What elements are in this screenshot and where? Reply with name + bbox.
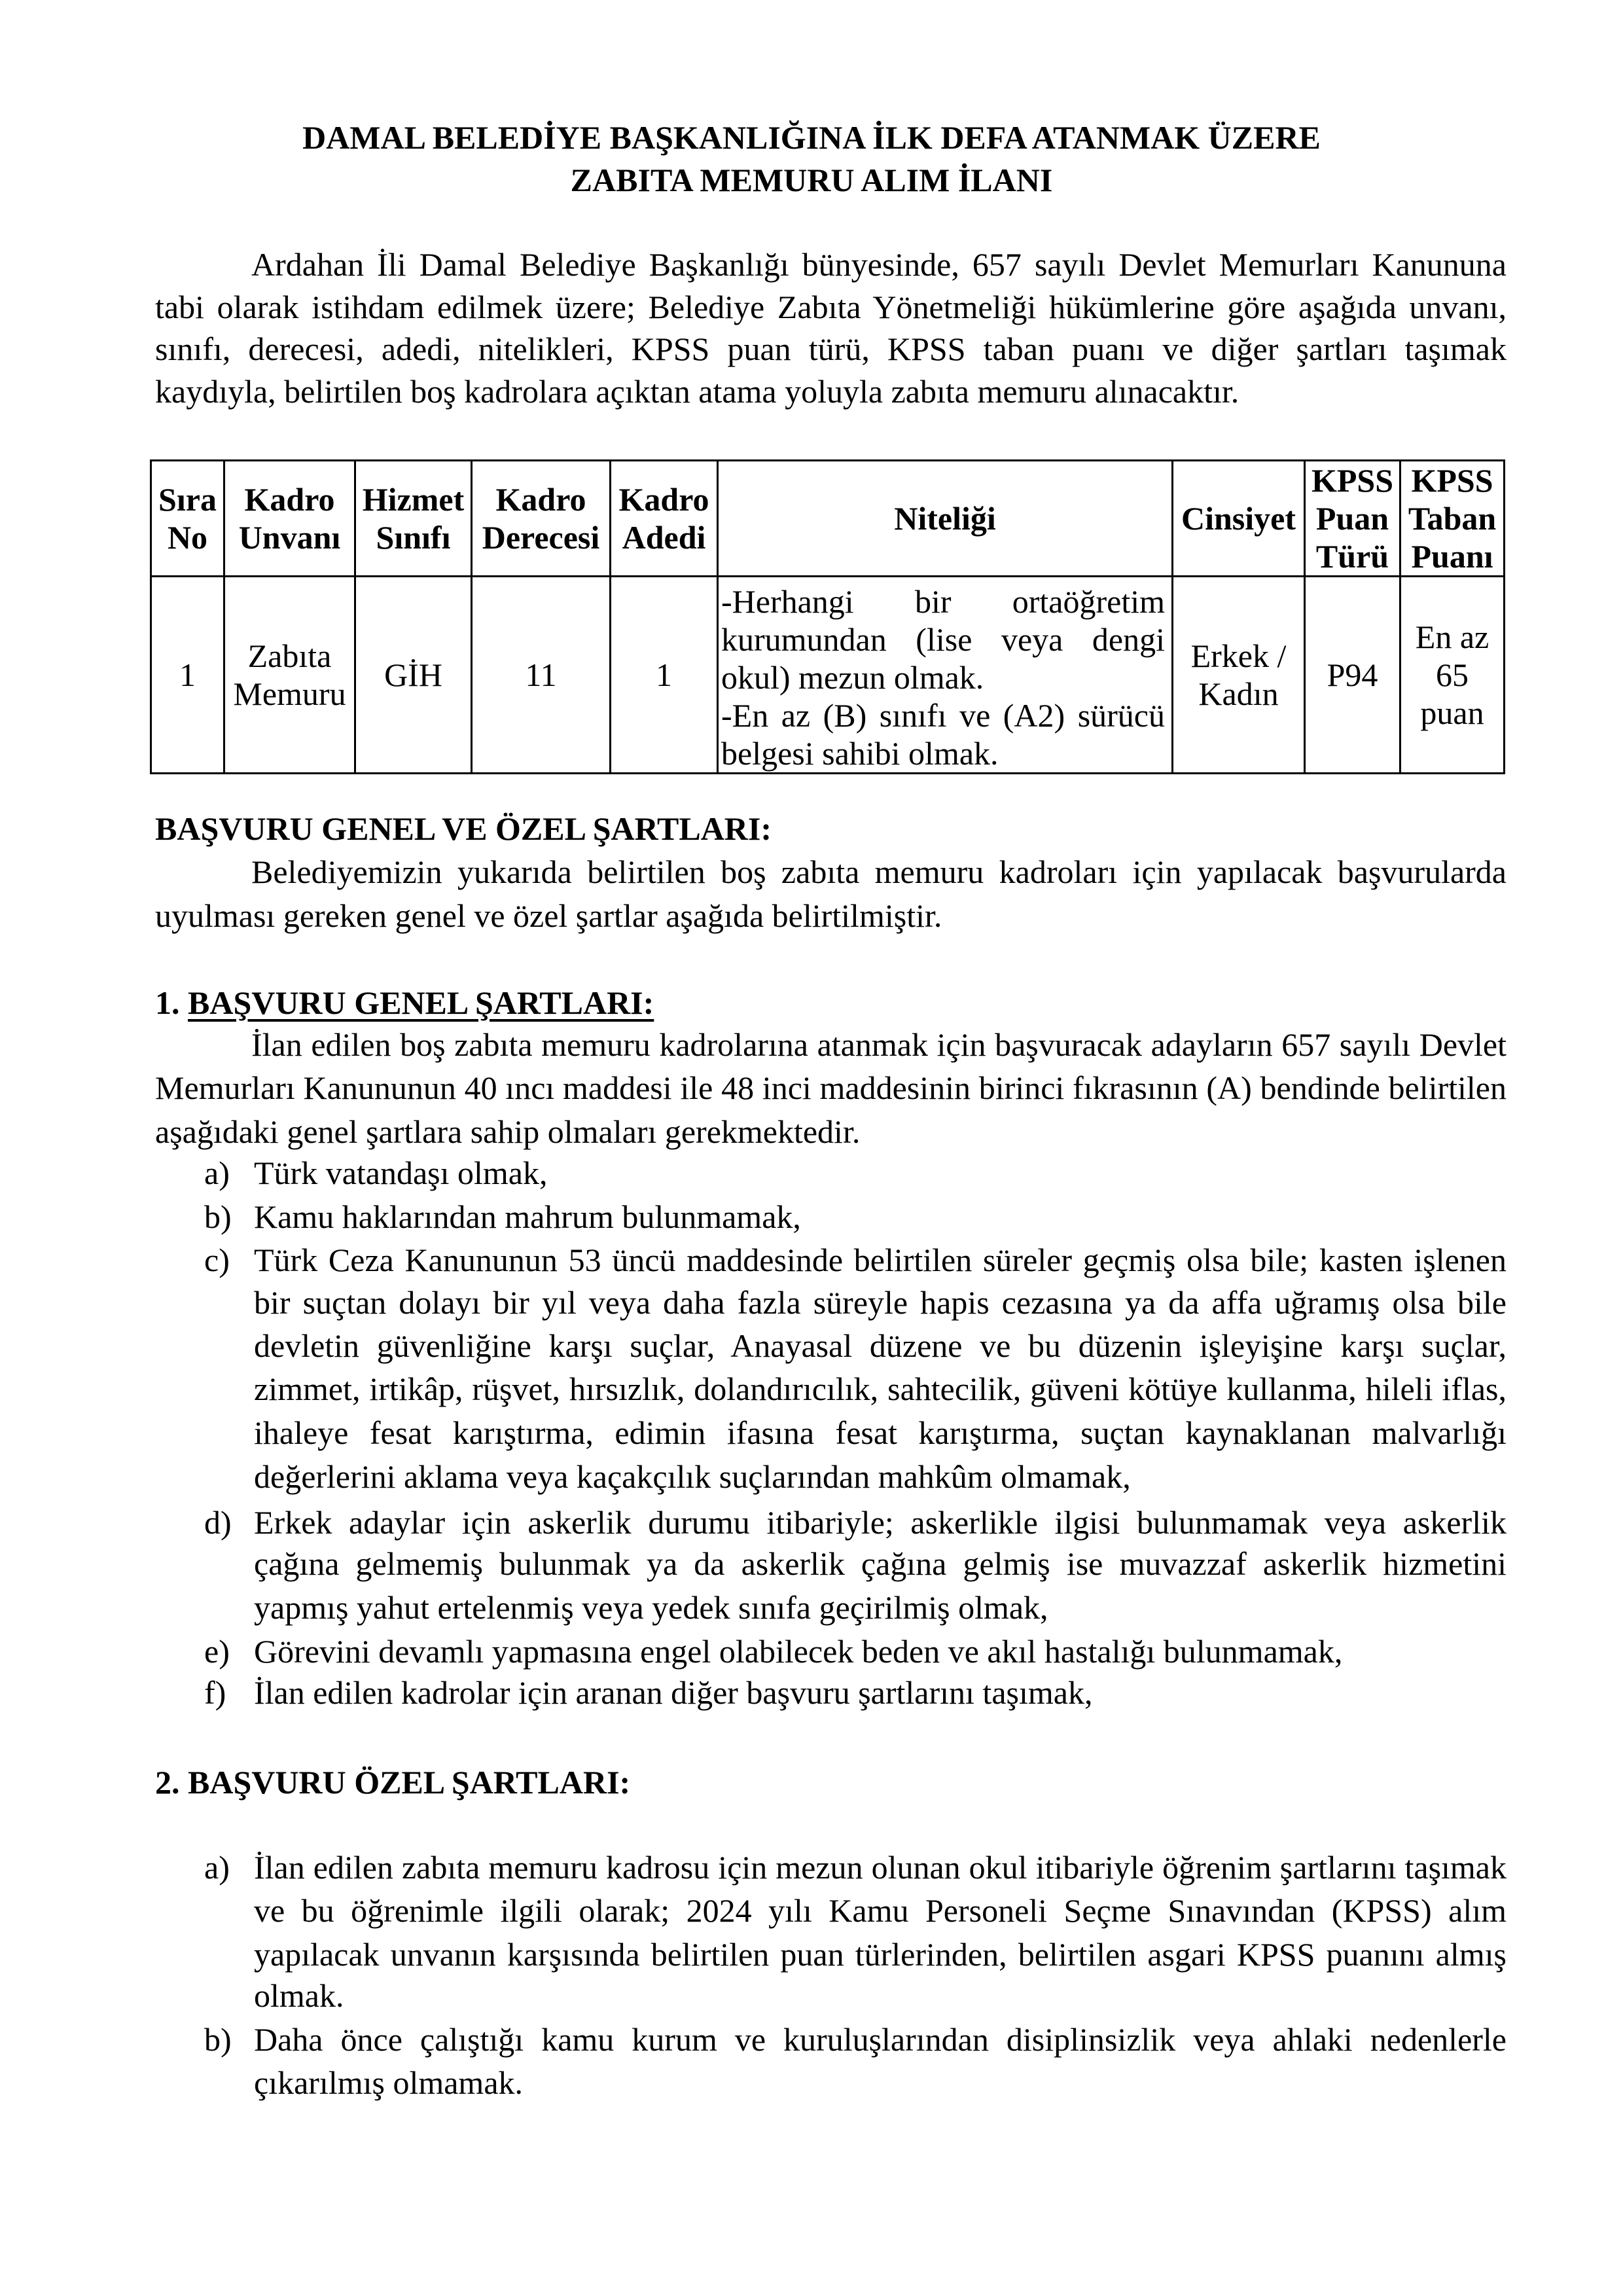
header-kpss-taban-puani: KPSS Taban Puanı [1400,461,1505,577]
general-section-heading: BAŞVURU GENEL VE ÖZEL ŞARTLARI: [155,810,772,847]
list-label: a) [204,1849,230,1886]
list-item-line: bir suçtan dolayı bir yıl veya daha fazla süreyle hapis cezasına ya da affa uğramış olsa bile [254,1284,1507,1321]
list-item: İlan edilen kadrolar için aranan diğer başvuru şartlarını taşımak, [254,1674,1093,1711]
header-sira-no: Sıra No [151,461,224,577]
list-item: Kamu haklarından mahrum bulunmamak, [254,1198,801,1235]
cell-kadro-unvani: Zabıta Memuru [224,577,355,774]
header-kpss-puan-turu: KPSS Puan Türü [1305,461,1400,577]
header-niteligi: Niteliği [718,461,1173,577]
header-kadro-adedi: Kadro Adedi [611,461,718,577]
list-item-line: devletin güvenliğine karşı suçlar, Anayasal düzene ve bu düzenin işleyişine karşı suçlar, [254,1327,1507,1364]
header-hizmet-sinifi: Hizmet Sınıfı [355,461,472,577]
intro-line: sınıfı, derecesi, adedi, nitelikleri, KPSS puan türü, KPSS taban puanı ve diğer şartları taşımak [155,331,1507,367]
list-item-line: Daha önce çalıştığı kamu kurum ve kuruluşlarından disiplinsizlik veya ahlaki nedenlerle [254,2021,1507,2058]
section1-title: BAŞVURU GENEL ŞARTLARI: [188,984,654,1021]
section1-intro-line: İlan edilen boş zabıta memuru kadrolarına atanmak için başvuracak adayların 657 sayılı Devlet [251,1026,1507,1063]
list-item-line: çağına gelmemiş bulunmak ya da askerlik çağına gelmiş ise muvazzaf askerlik hizmetini [254,1545,1507,1582]
cell-kadro-derecesi: 11 [472,577,611,774]
list-item-line: ve bu öğrenimle ilgili olarak; 2024 yılı Kamu Personeli Seçme Sınavından (KPSS) alım [254,1892,1507,1929]
general-section-line: uyulması gereken genel ve özel şartlar aşağıda belirtilmiştir. [155,897,942,934]
list-label: b) [204,2021,232,2058]
general-section-line: Belediyemizin yukarıda belirtilen boş zabıta memuru kadroları için yapılacak başvurularda [251,853,1507,890]
intro-line: tabi olarak istihdam edilmek üzere; Belediye Zabıta Yönetmeliği hükümlerine göre aşağıda unvanı, [155,289,1507,325]
list-item-line: çıkarılmış olmamak. [254,2064,524,2101]
list-item-line: zimmet, irtikâp, rüşvet, hırsızlık, dolandırıcılık, sahtecilik, güveni kötüye kullanma, hileli iflas, [254,1371,1507,1407]
header-kadro-unvani: Kadro Unvanı [224,461,355,577]
cell-kadro-adedi: 1 [611,577,718,774]
list-item-line: yapılacak unvanın karşısında belirtilen puan türlerinden, belirtilen asgari KPSS puanını almış [254,1936,1507,1973]
table-header-row [151,461,1505,577]
section1-heading [155,983,654,1022]
list-item: Türk vatandaşı olmak, [254,1155,548,1191]
cell-sira-no: 1 [151,577,224,774]
list-label: b) [204,1198,232,1235]
section1-intro-line: Memurları Kanununun 40 ıncı maddesi ile 48 inci maddesinin birinci fıkrasının (A) bendinde belirtilen [155,1069,1507,1106]
header-kadro-derecesi: Kadro Derecesi [472,461,611,577]
list-label: a) [204,1155,230,1191]
list-label: d) [204,1504,232,1541]
section2-heading: 2. BAŞVURU ÖZEL ŞARTLARI: [155,1764,631,1801]
cell-niteligi: -Herhangi bir ortaöğretim kurumundan (lise veya dengi okul) mezun olmak. -En az (B) sınıfı ve (A2) sürücü belgesi sahibi olmak. [718,577,1173,774]
list-item: Görevini devamlı yapmasına engel olabilecek beden ve akıl hastalığı bulunmamak, [254,1633,1343,1670]
list-item-line: değerlerini aklama veya kaçakçılık suçlarından mahkûm olmamak, [254,1458,1131,1495]
list-label: c) [204,1242,230,1278]
list-label: e) [204,1633,230,1670]
list-item-line: yapmış yahut ertelenmiş veya yedek sınıfa geçirilmiş olmak, [254,1589,1048,1626]
kadro-table [150,459,1505,774]
list-item-line: Türk Ceza Kanununun 53 üncü maddesinde belirtilen süreler geçmiş olsa bile; kasten işlenen [254,1242,1507,1278]
document-title-line-1: DAMAL BELEDİYE BAŞKANLIĞINA İLK DEFA ATANMAK ÜZERE [302,119,1321,156]
cell-kpss-taban-puani: En az 65 puan [1400,577,1505,774]
list-item-line: ihaleye fesat karıştırma, edimin ifasına fesat karıştırma, suçtan kaynaklanan malvarlığı [254,1414,1507,1451]
list-item-line: Erkek adaylar için askerlik durumu itibariyle; askerlikle ilgisi bulunmamak veya askerlik [254,1504,1507,1541]
intro-line: kaydıyla, belirtilen boş kadrolara açıktan atama yoluyla zabıta memuru alınacaktır. [155,373,1240,410]
cell-kpss-puan-turu: P94 [1305,577,1400,774]
intro-line: Ardahan İli Damal Belediye Başkanlığı bünyesinde, 657 sayılı Devlet Memurları Kanununa [251,246,1507,283]
table-row [151,577,1505,774]
list-item-line: İlan edilen zabıta memuru kadrosu için mezun olunan okul itibariyle öğrenim şartlarını taşımak [254,1849,1507,1886]
list-label: f) [204,1674,226,1711]
list-item-line: olmak. [254,1977,344,2014]
header-cinsiyet: Cinsiyet [1173,461,1305,577]
cell-cinsiyet: Erkek / Kadın [1173,577,1305,774]
cell-hizmet-sinifi: GİH [355,577,472,774]
section1-number: 1. [155,984,180,1021]
section1-intro-line: aşağıdaki genel şartlara sahip olmaları gerekmektedir. [155,1113,861,1150]
document-title-line-2: ZABITA MEMURU ALIM İLANI [570,162,1053,198]
